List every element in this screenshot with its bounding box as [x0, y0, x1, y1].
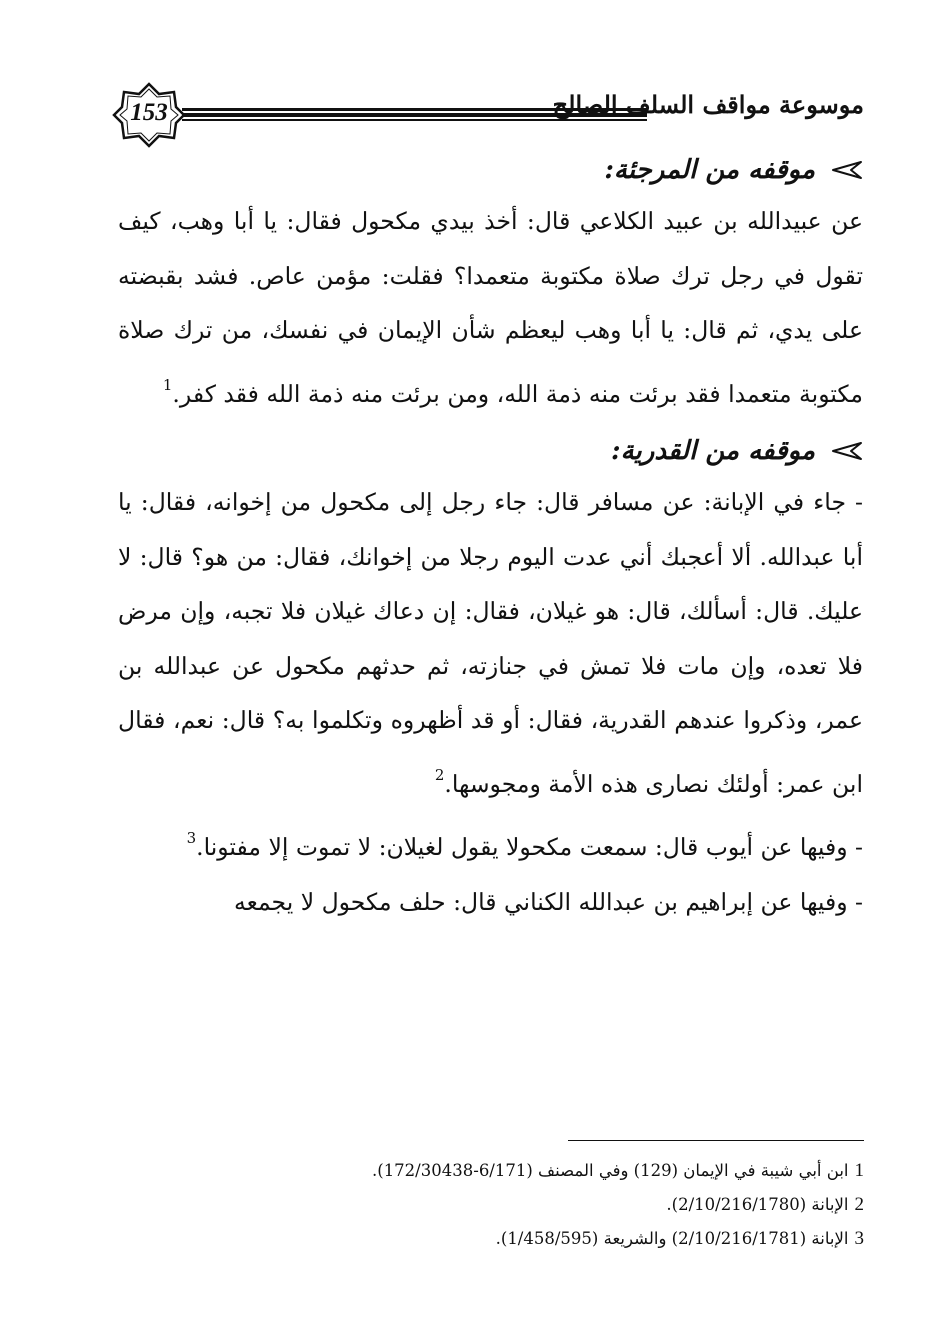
- paragraph: [118, 875, 863, 930]
- paragraph-text: - وفيها عن إبراهيم بن عبدالله الكناني قال: حلف مكحول لا يجمعه: [234, 887, 863, 916]
- footnote-text: الإبانة (2/10/216/1781) والشريعة (1/458/595).: [495, 1229, 849, 1248]
- section-heading-text: موقفه من المرجئة:: [604, 155, 815, 185]
- footnote: [300, 1154, 864, 1188]
- arrowhead-icon: [829, 158, 863, 182]
- footnote-number: 1: [854, 1160, 864, 1181]
- paragraph: [118, 194, 863, 421]
- paragraph-text: - جاء في الإبانة: عن مسافر قال: جاء رجل إلى مكحول من إخوانه، فقال: يا أبا عبدالله. ألا أعجبك أني عدت اليوم رجلا من إخوانك، فقال: من هو؟ قال: لا عليك. قال: أسألك، قال: هو غيلان، فقال: إن دعاك غيلان فلا تجبه، وإن مرض فلا تعده، وإن مات فلا تمش في جنازته، ثم حدثهم مكحول عن عبدالله بن عمر، وذكروا عندهم القدرية، فقال: أو قد أظهروه وتكلموا به؟ قال: نعم، فقال ابن عمر: أولئك نصارى هذه الأمة ومجوسها.: [118, 488, 863, 798]
- footnote-number: 2: [854, 1194, 864, 1215]
- footnote-number: 3: [854, 1228, 864, 1249]
- footnote: [300, 1222, 864, 1256]
- section-heading-text: موقفه من القدرية:: [611, 436, 815, 466]
- page-number: 153: [130, 99, 168, 126]
- footnotes: [300, 1154, 864, 1256]
- page-header: [112, 80, 864, 156]
- footnote-text: الإبانة (2/10/216/1780).: [666, 1195, 849, 1214]
- paragraph: [118, 811, 863, 875]
- paragraph-text: - وفيها عن أيوب قال: سمعت مكحولا يقول لغيلان: لا تموت إلا مفتونا.: [196, 833, 863, 861]
- footnote-ref[interactable]: 2: [434, 765, 445, 784]
- paragraph-text: عن عبيدالله بن عبيد الكلاعي قال: أخذ بيدي مكحول فقال: يا أبا وهب، كيف تقول في رجل ترك صلاة مكتوبة متعمدا؟ فقلت: مؤمن عاص. فشد بقبضته على يدي، ثم قال: يا أبا وهب ليعظم شأن الإيمان في نفسك، من ترك صلاة مكتوبة متعمدا فقد برئت منه ذمة الله، ومن برئت منه ذمة الله فقد كفر.: [118, 207, 863, 408]
- section-heading: [118, 148, 863, 192]
- book-title: موسوعة مواقف السلف الصالح: [552, 90, 864, 119]
- arrowhead-icon: [829, 439, 863, 463]
- page-content: [118, 148, 863, 929]
- footnote-separator: [568, 1140, 864, 1141]
- section-heading: [118, 429, 863, 473]
- page-number-badge: [112, 82, 186, 148]
- footnote-text: ابن أبي شيبة في الإيمان (129) وفي المصنف (6/171-172/30438).: [372, 1161, 849, 1180]
- footnote: [300, 1188, 864, 1222]
- paragraph: [118, 475, 863, 811]
- footnote-ref[interactable]: 1: [162, 375, 173, 394]
- footnote-ref[interactable]: 3: [186, 829, 197, 847]
